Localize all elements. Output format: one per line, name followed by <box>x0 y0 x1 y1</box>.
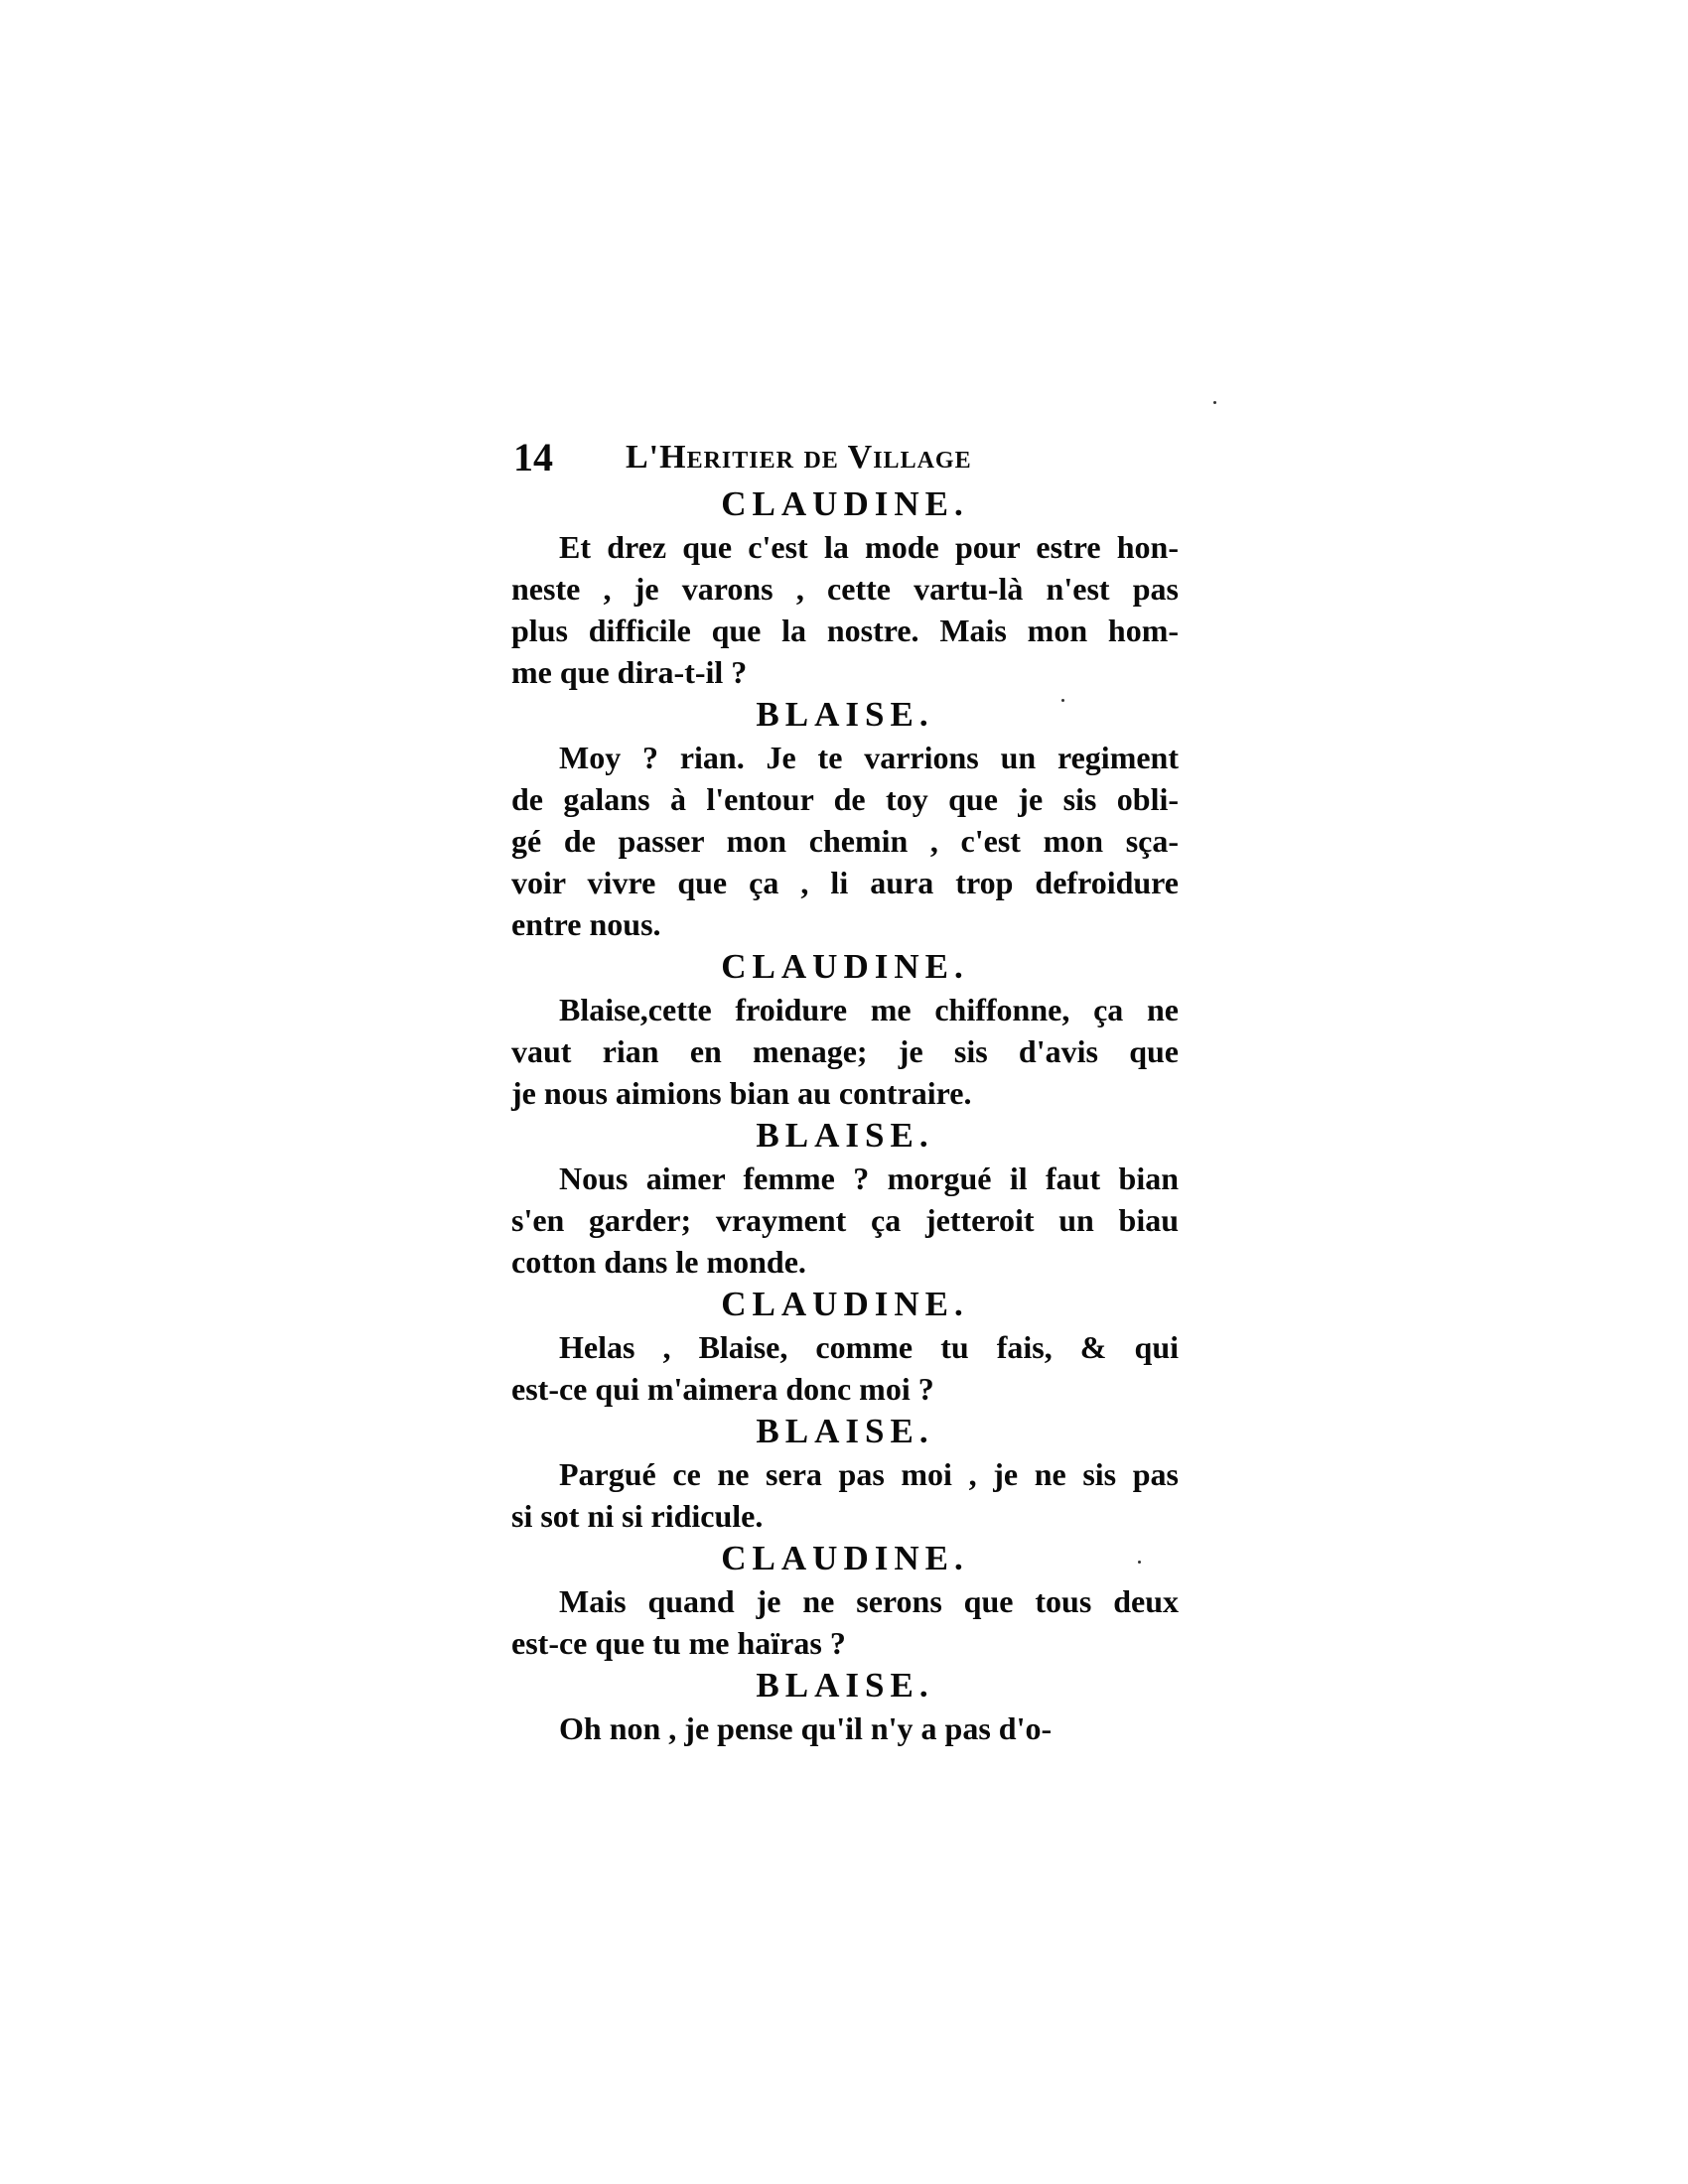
running-title: L'Heritier de Village <box>626 439 972 476</box>
speech-line: entre nous. <box>511 906 661 942</box>
speech-line: Nous aimer femme ? morgué il faut bian <box>559 1160 1179 1196</box>
speech-line: neste , je varons , cette vartu-là n'est pas <box>511 571 1179 607</box>
speech <box>511 737 1179 945</box>
speech-line: je nous aimions bian au contraire. <box>511 1075 972 1111</box>
scan-speck <box>1061 699 1064 702</box>
speech-line: voir vivre que ça , li aura trop defroidure <box>511 865 1179 900</box>
page-number: 14 <box>513 435 553 479</box>
speech-line: Oh non , je pense qu'il n'y a pas d'o- <box>559 1710 1053 1746</box>
speech-line: s'en garder; vrayment ça jetteroit un biau <box>511 1202 1179 1238</box>
speech <box>511 1158 1179 1283</box>
speech <box>511 1326 1179 1410</box>
speech <box>511 526 1179 693</box>
speaker-name: BLAISE. <box>756 1412 934 1450</box>
scan-speck <box>1138 1561 1141 1564</box>
speaker-name: BLAISE. <box>756 695 934 734</box>
speech-line: Moy ? rian. Je te varrions un regiment <box>559 740 1179 775</box>
text-block <box>511 433 1179 1749</box>
scan-speck <box>1213 401 1216 404</box>
speech-line: Et drez que c'est la mode pour estre hon- <box>559 529 1179 565</box>
speech-line: si sot ni si ridicule. <box>511 1498 764 1534</box>
speaker-name: CLAUDINE. <box>721 1539 969 1577</box>
speech-line: plus difficile que la nostre. Mais mon hom- <box>511 613 1179 648</box>
speech-line: de galans à l'entour de toy que je sis obli- <box>511 781 1179 817</box>
speaker-name: CLAUDINE. <box>721 484 969 523</box>
speech <box>511 989 1179 1114</box>
speaker-name: BLAISE. <box>756 1116 934 1155</box>
speech-line: cotton dans le monde. <box>511 1244 806 1280</box>
speech-line: Blaise,cette froidure me chiffonne, ça ne <box>559 992 1179 1027</box>
speaker-name: CLAUDINE. <box>721 1285 969 1323</box>
speech <box>511 1707 1179 1749</box>
speech <box>511 1453 1179 1537</box>
running-head <box>511 433 1179 482</box>
speech-line: est-ce qui m'aimera donc moi ? <box>511 1371 934 1407</box>
speech-line: est-ce que tu me haïras ? <box>511 1625 846 1661</box>
speaker-name: CLAUDINE. <box>721 947 969 986</box>
speech-line: gé de passer mon chemin , c'est mon sça- <box>511 823 1179 859</box>
speech-line: vaut rian en menage; je sis d'avis que <box>511 1033 1179 1069</box>
speech-line: Mais quand je ne serons que tous deux <box>559 1583 1179 1619</box>
speaker-name: BLAISE. <box>756 1666 934 1705</box>
speech-line: me que dira-t-il ? <box>511 654 748 690</box>
speech <box>511 1580 1179 1664</box>
speech-line: Helas , Blaise, comme tu fais, & qui <box>559 1329 1179 1365</box>
speech-line: Pargué ce ne sera pas moi , je ne sis pas <box>559 1456 1179 1492</box>
